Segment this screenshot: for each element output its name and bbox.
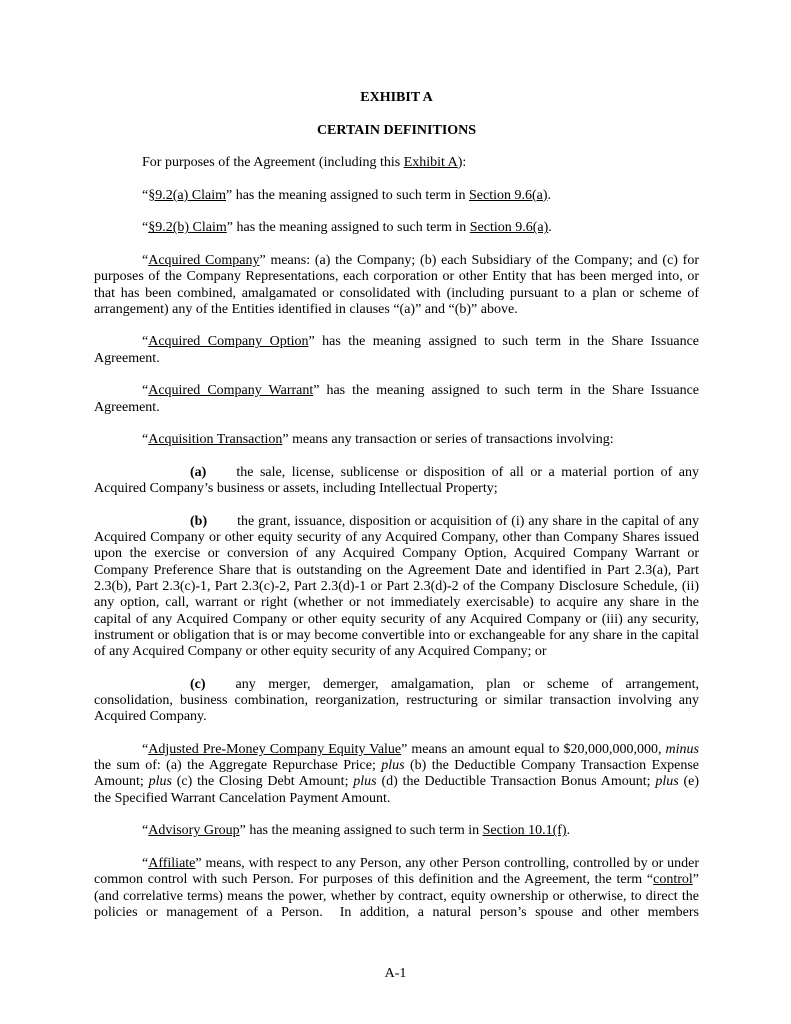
exhibit-title: EXHIBIT A — [360, 90, 433, 105]
paragraph — [94, 465, 699, 498]
text-run: “ — [142, 823, 149, 839]
text-run: plus — [353, 774, 377, 790]
text-run: the sum of: (a) the Aggregate Repurchase Price; — [94, 758, 382, 774]
text-run: For purposes of the Agreement (including this — [142, 155, 404, 171]
text-run: ” means, with respect to any Person, any other Person controlling, controlled by or under common control with such Person. For purposes of this definition and the Agreement, the term “ — [94, 855, 699, 888]
text-run: ” has the meaning assigned to such term in — [225, 187, 469, 203]
text-run: plus — [148, 774, 172, 790]
text-run: . — [547, 187, 552, 203]
paragraph — [94, 383, 699, 416]
paragraph — [94, 188, 699, 204]
defined-term: Section 9.6(a) — [468, 187, 548, 203]
paragraph — [94, 823, 699, 839]
text-run: the grant, issuance, disposition or acquisition of (i) any share in the capital of any Acquired Company or other equity security of any Acquired Company, other than Company Shares issued upon the exercise or conversion of any Acquired Company Option, Acquired Company Warrant or Company Preference Share that is outstanding on the Agreement Date and identified in Part 2.3(a), Part 2.3(b), Part 2.3(c)-1, Part 2.3(c)-2, Part 2.3(d)-1 or Part 2.3(d)-2 of the Company Disclosure Schedule, (ii) any option, call, warrant or right (whether or not immediately exercisable) to acquire any share in the capital of any Acquired Company or other equity security of any Acquired Company or (iii) any security, instrument or obligation that is or may become convertible into or exchangeable for any share in the capital of any Acquired Company or other equity security of any Acquired Company; or — [94, 513, 699, 660]
page-number: A-1 — [384, 965, 407, 981]
paragraph — [94, 514, 699, 661]
text-run: ” means: (a) the Company; (b) each Subsidiary of the Company; and (c) for purposes of the Company Representations, each corporation or other Entity that has been merged into, or that has been combined, amalgamated or consolidated with (including pursuant to a plan or scheme of arrangement) any of the Entities identified in clauses “(a)” and “(b)” above. — [94, 252, 700, 317]
text-run: any merger, demerger, amalgamation, plan or scheme of arrangement, consolidation, business combination, reorganization, restructuring or similar transaction involving any Acquired Company. — [94, 676, 699, 725]
defined-term: Acquired Company — [148, 252, 260, 268]
text-run: (c) — [190, 676, 206, 692]
defined-term: control — [653, 872, 693, 888]
text-run: (a) — [190, 464, 207, 480]
text-run: “ — [142, 252, 149, 268]
text-run: the sale, license, sublicense or disposition of all or a material portion of any Acquired Company’s business or assets, including Intellectual Property; — [94, 464, 699, 497]
defined-term: Advisory Group — [148, 823, 240, 839]
text-run: ” has the meaning assigned to such term in the Share Issuance Agreement. — [94, 334, 699, 366]
paragraph — [94, 432, 699, 448]
paragraph — [94, 155, 699, 171]
defined-term: §9.2(a) Claim — [148, 187, 226, 203]
paragraph — [94, 742, 699, 807]
text-run: (b) the Deductible Company Transaction Expense Amount; — [94, 758, 699, 790]
text-run: plus — [381, 758, 405, 774]
text-run: minus — [665, 741, 699, 757]
text-run: “ — [142, 334, 149, 350]
paragraph — [94, 253, 699, 318]
defined-term: Section 9.6(a) — [469, 220, 549, 236]
text-run: (c) the Closing Debt Amount; — [171, 774, 354, 790]
defined-term: Acquisition Transaction — [148, 432, 283, 448]
text-run: “ — [142, 432, 149, 448]
defined-term: Acquired Company Option — [148, 334, 309, 350]
defined-term: Exhibit A — [403, 155, 458, 171]
text-run: (e) the Specified Warrant Cancelation Payment Amount. — [94, 774, 700, 806]
text-run: ” has the meaning assigned to such term in the Share Issuance Agreement. — [94, 383, 699, 415]
text-run: (b) — [190, 513, 208, 529]
text-run: (d) the Deductible Transaction Bonus Amount; — [376, 774, 656, 790]
document-subtitle: CERTAIN DEFINITIONS — [316, 122, 477, 138]
defined-term: Affiliate — [148, 855, 196, 871]
text-run: “ — [142, 187, 149, 203]
defined-term: Adjusted Pre-Money Company Equity Value — [148, 741, 402, 757]
paragraph — [94, 856, 699, 921]
text-run: ” has the meaning assigned to such term in — [239, 823, 483, 839]
defined-term: Acquired Company Warrant — [148, 383, 314, 399]
text-run: “ — [142, 855, 149, 871]
text-run: ” means an amount equal to $20,000,000,000, — [401, 741, 666, 757]
text-run: . — [548, 220, 552, 236]
text-run: “ — [142, 741, 149, 757]
text-run: “ — [142, 383, 149, 399]
text-run: plus — [655, 774, 679, 790]
defined-term: Section 10.1(f) — [482, 823, 567, 839]
text-run: ” means any transaction or series of transactions involving: — [282, 432, 614, 448]
paragraph — [94, 677, 699, 726]
paragraph — [94, 220, 699, 236]
defined-term: §9.2(b) Claim — [148, 220, 227, 236]
text-run: ” has the meaning assigned to such term in — [226, 220, 470, 236]
text-run: ” (and correlative terms) means the power, whether by contract, equity ownership or otherwise, to direct the policies or management of a Person. In addition, a natural person’s spouse and other members — [94, 872, 699, 920]
text-run: “ — [142, 220, 149, 236]
text-run: ): — [457, 155, 467, 171]
text-run: . — [566, 823, 571, 839]
document-body — [94, 155, 699, 921]
paragraph — [94, 334, 699, 367]
